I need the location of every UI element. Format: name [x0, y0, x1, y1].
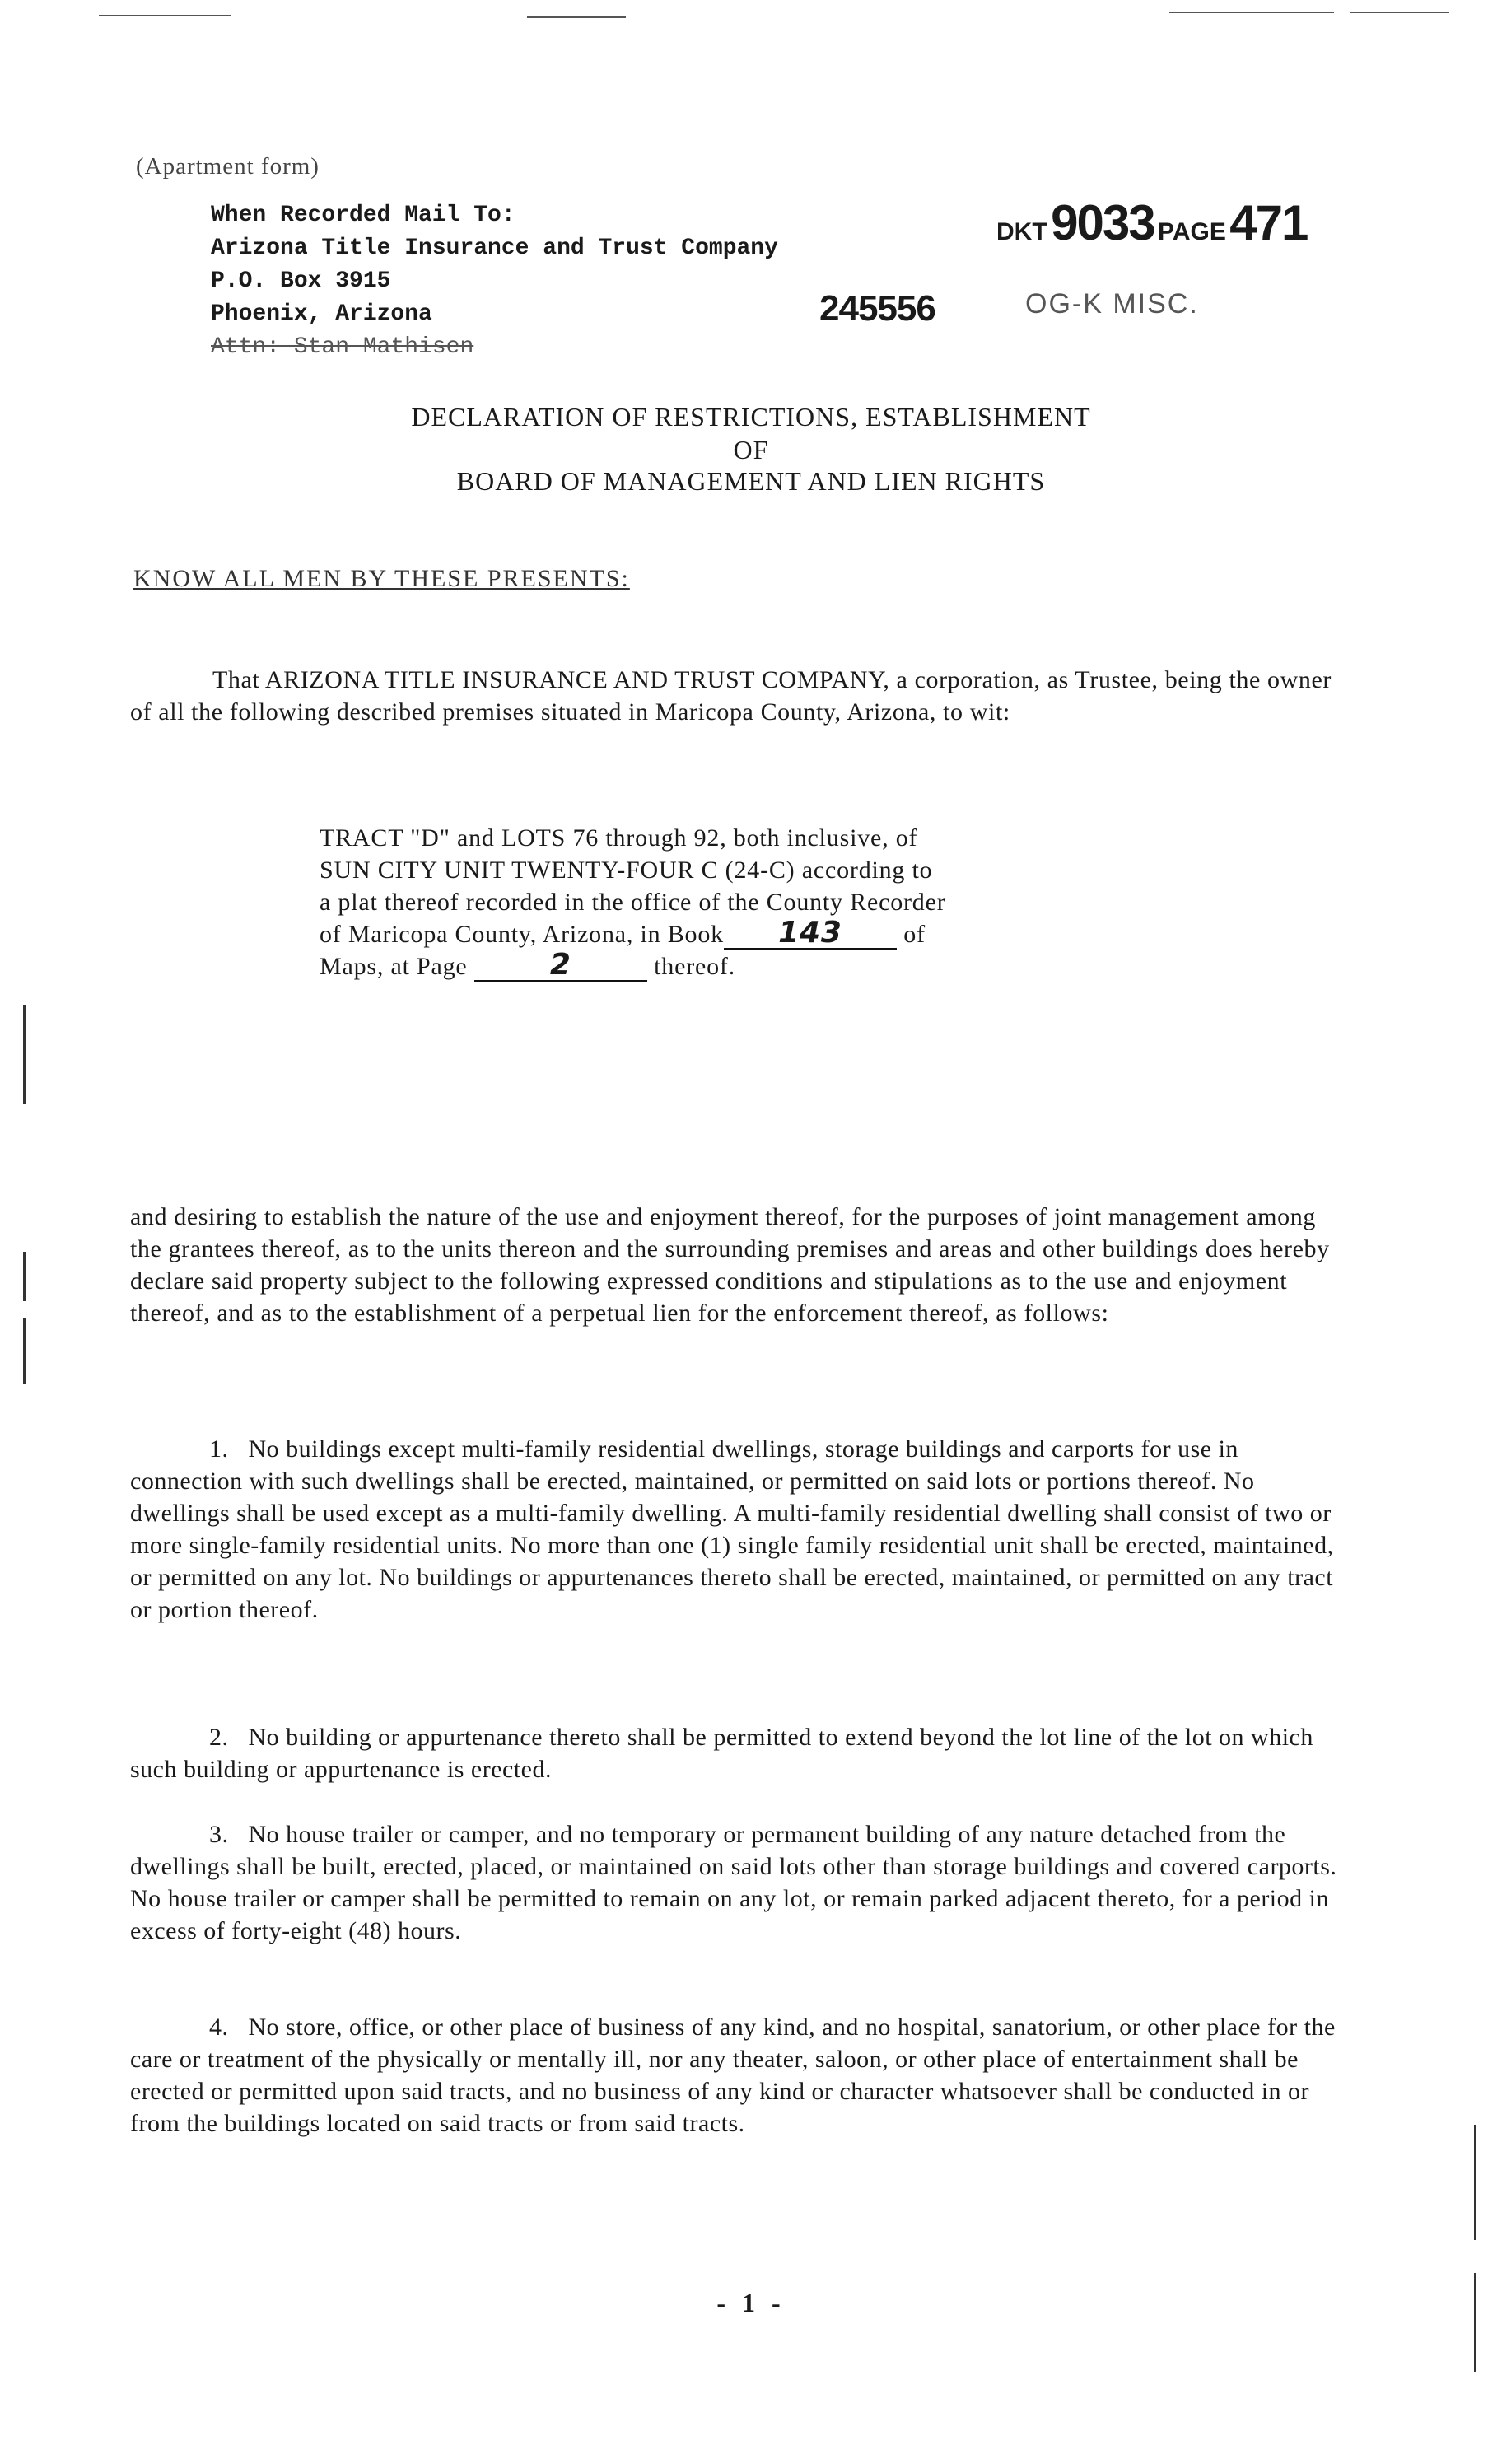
recording-stamp	[996, 194, 1307, 251]
intro-text: That ARIZONA TITLE INSURANCE AND TRUST COMPANY, a corporation, as Trustee, being the owner of all the following described premises situated in Maricopa County, Arizona, to wit:	[130, 666, 1332, 726]
scan-speck	[527, 16, 626, 18]
legal-line-5	[320, 950, 1242, 982]
mail-to-po-box: P.O. Box 3915	[211, 268, 391, 294]
scan-edge-mark	[23, 1252, 26, 1301]
clause-2-paragraph	[130, 1721, 1349, 1785]
legal-line-4-text: of Maricopa County, Arizona, in Book	[320, 921, 724, 948]
misc-stamp: OG-K MISC.	[1025, 288, 1199, 320]
legal-line-5-text: Maps, at Page	[320, 953, 468, 980]
legal-line-4	[320, 918, 1242, 950]
recording-page-number: 471	[1229, 195, 1308, 250]
form-type-note: (Apartment form)	[136, 153, 320, 180]
scan-edge-mark	[1474, 2125, 1476, 2240]
clause-1	[130, 1433, 1349, 1626]
page-number: - 1 -	[716, 2288, 786, 2317]
clause-2-number: 2.	[209, 1724, 229, 1751]
clause-4-text: No store, office, or other place of business of any kind, and no hospital, sanatorium, or other place for the care or treatment of the physically or mentally ill, nor any theater, saloon, or other place of entertainment shall be erected or permitted upon said tracts, and no business of any kind or character whatsoever shall be conducted in or from the buildings located on said tracts or from said tracts.	[130, 2014, 1336, 2137]
mail-to-city: Phoenix, Arizona	[211, 301, 432, 327]
document-title-line-2: OF	[733, 435, 769, 464]
scan-edge-mark	[23, 1318, 26, 1384]
clause-4-paragraph	[130, 2011, 1349, 2140]
clause-4	[130, 2011, 1349, 2140]
scan-speck	[1350, 12, 1449, 13]
book-number-handwritten: 143	[724, 918, 897, 950]
legal-line-3: a plat thereof recorded in the office of the County Recorder	[320, 889, 946, 916]
know-all-heading: KNOW ALL MEN BY THESE PRESENTS:	[133, 565, 630, 592]
document-title-line-1: DECLARATION OF RESTRICTIONS, ESTABLISHMENT	[411, 402, 1091, 432]
clause-1-number: 1.	[209, 1435, 229, 1463]
clause-3-paragraph	[130, 1818, 1349, 1947]
scan-edge-mark	[1474, 2273, 1476, 2372]
clause-1-text: No buildings except multi-family residential dwellings, storage buildings and carports for use in connection with such dwellings shall be erected, maintained, or permitted on said lots or portions thereof. No dwellings shall be used except as a multi-family dwelling. A multi-family residential dwelling shall consist of two or more single-family residential units. No more than one (1) single family residential unit shall be erected, maintained, or permitted on any lot. No buildings or appurtenances thereto shall be erected, maintained, or permitted on any tract or portion thereof.	[130, 1435, 1334, 1623]
clause-3-text: No house trailer or camper, and no temporary or permanent building of any nature detached from the dwellings shall be built, erected, placed, or maintained on said lots other than storage buildings and covered carports. No house trailer or camper shall be permitted to remain on any lot, or remain parked adjacent thereto, for a period in excess of forty-eight (48) hours.	[130, 1821, 1337, 1944]
scan-speck	[99, 15, 231, 16]
clause-3-number: 3.	[209, 1821, 229, 1848]
scan-speck	[1169, 12, 1334, 13]
mail-to-block	[211, 199, 778, 364]
scan-edge-mark	[23, 1005, 26, 1104]
docket-label: DKT	[996, 218, 1047, 245]
page-number-handwritten: 2	[474, 950, 647, 982]
clause-2	[130, 1721, 1349, 1785]
mail-to-label: When Recorded Mail To:	[211, 203, 515, 228]
clause-4-number: 4.	[209, 2014, 229, 2041]
page-label: PAGE	[1158, 218, 1226, 245]
legal-line-4-end: of	[903, 921, 926, 948]
legal-description	[320, 822, 1242, 982]
docket-number: 9033	[1051, 195, 1154, 250]
legal-line-5-end: thereof.	[654, 953, 736, 980]
intro-paragraph	[130, 664, 1349, 728]
document-number: 245556	[819, 288, 935, 329]
legal-line-1: TRACT "D" and LOTS 76 through 92, both inclusive, of	[320, 824, 918, 852]
document-title-line-3: BOARD OF MANAGEMENT AND LIEN RIGHTS	[456, 466, 1046, 496]
legal-line-2: SUN CITY UNIT TWENTY-FOUR C (24-C) according to	[320, 856, 933, 884]
purpose-paragraph: and desiring to establish the nature of the use and enjoyment thereof, for the purposes of joint management among the grantees thereof, as to the units thereon and the surrounding premises and areas and other buildings does hereby declare said property subject to the following expressed conditions and stipulations as to the use and enjoyment thereof, and as to the establishment of a perpetual lien for the enforcement thereof, as follows:	[130, 1203, 1330, 1327]
mail-to-company: Arizona Title Insurance and Trust Company	[211, 236, 778, 261]
clause-3	[130, 1818, 1349, 1947]
mail-to-attention: Attn: Stan Mathisen	[211, 334, 474, 360]
clause-2-text: No building or appurtenance thereto shall be permitted to extend beyond the lot line of the lot on which such building or appurtenance is erected.	[130, 1724, 1313, 1783]
clause-1-paragraph	[130, 1433, 1349, 1626]
